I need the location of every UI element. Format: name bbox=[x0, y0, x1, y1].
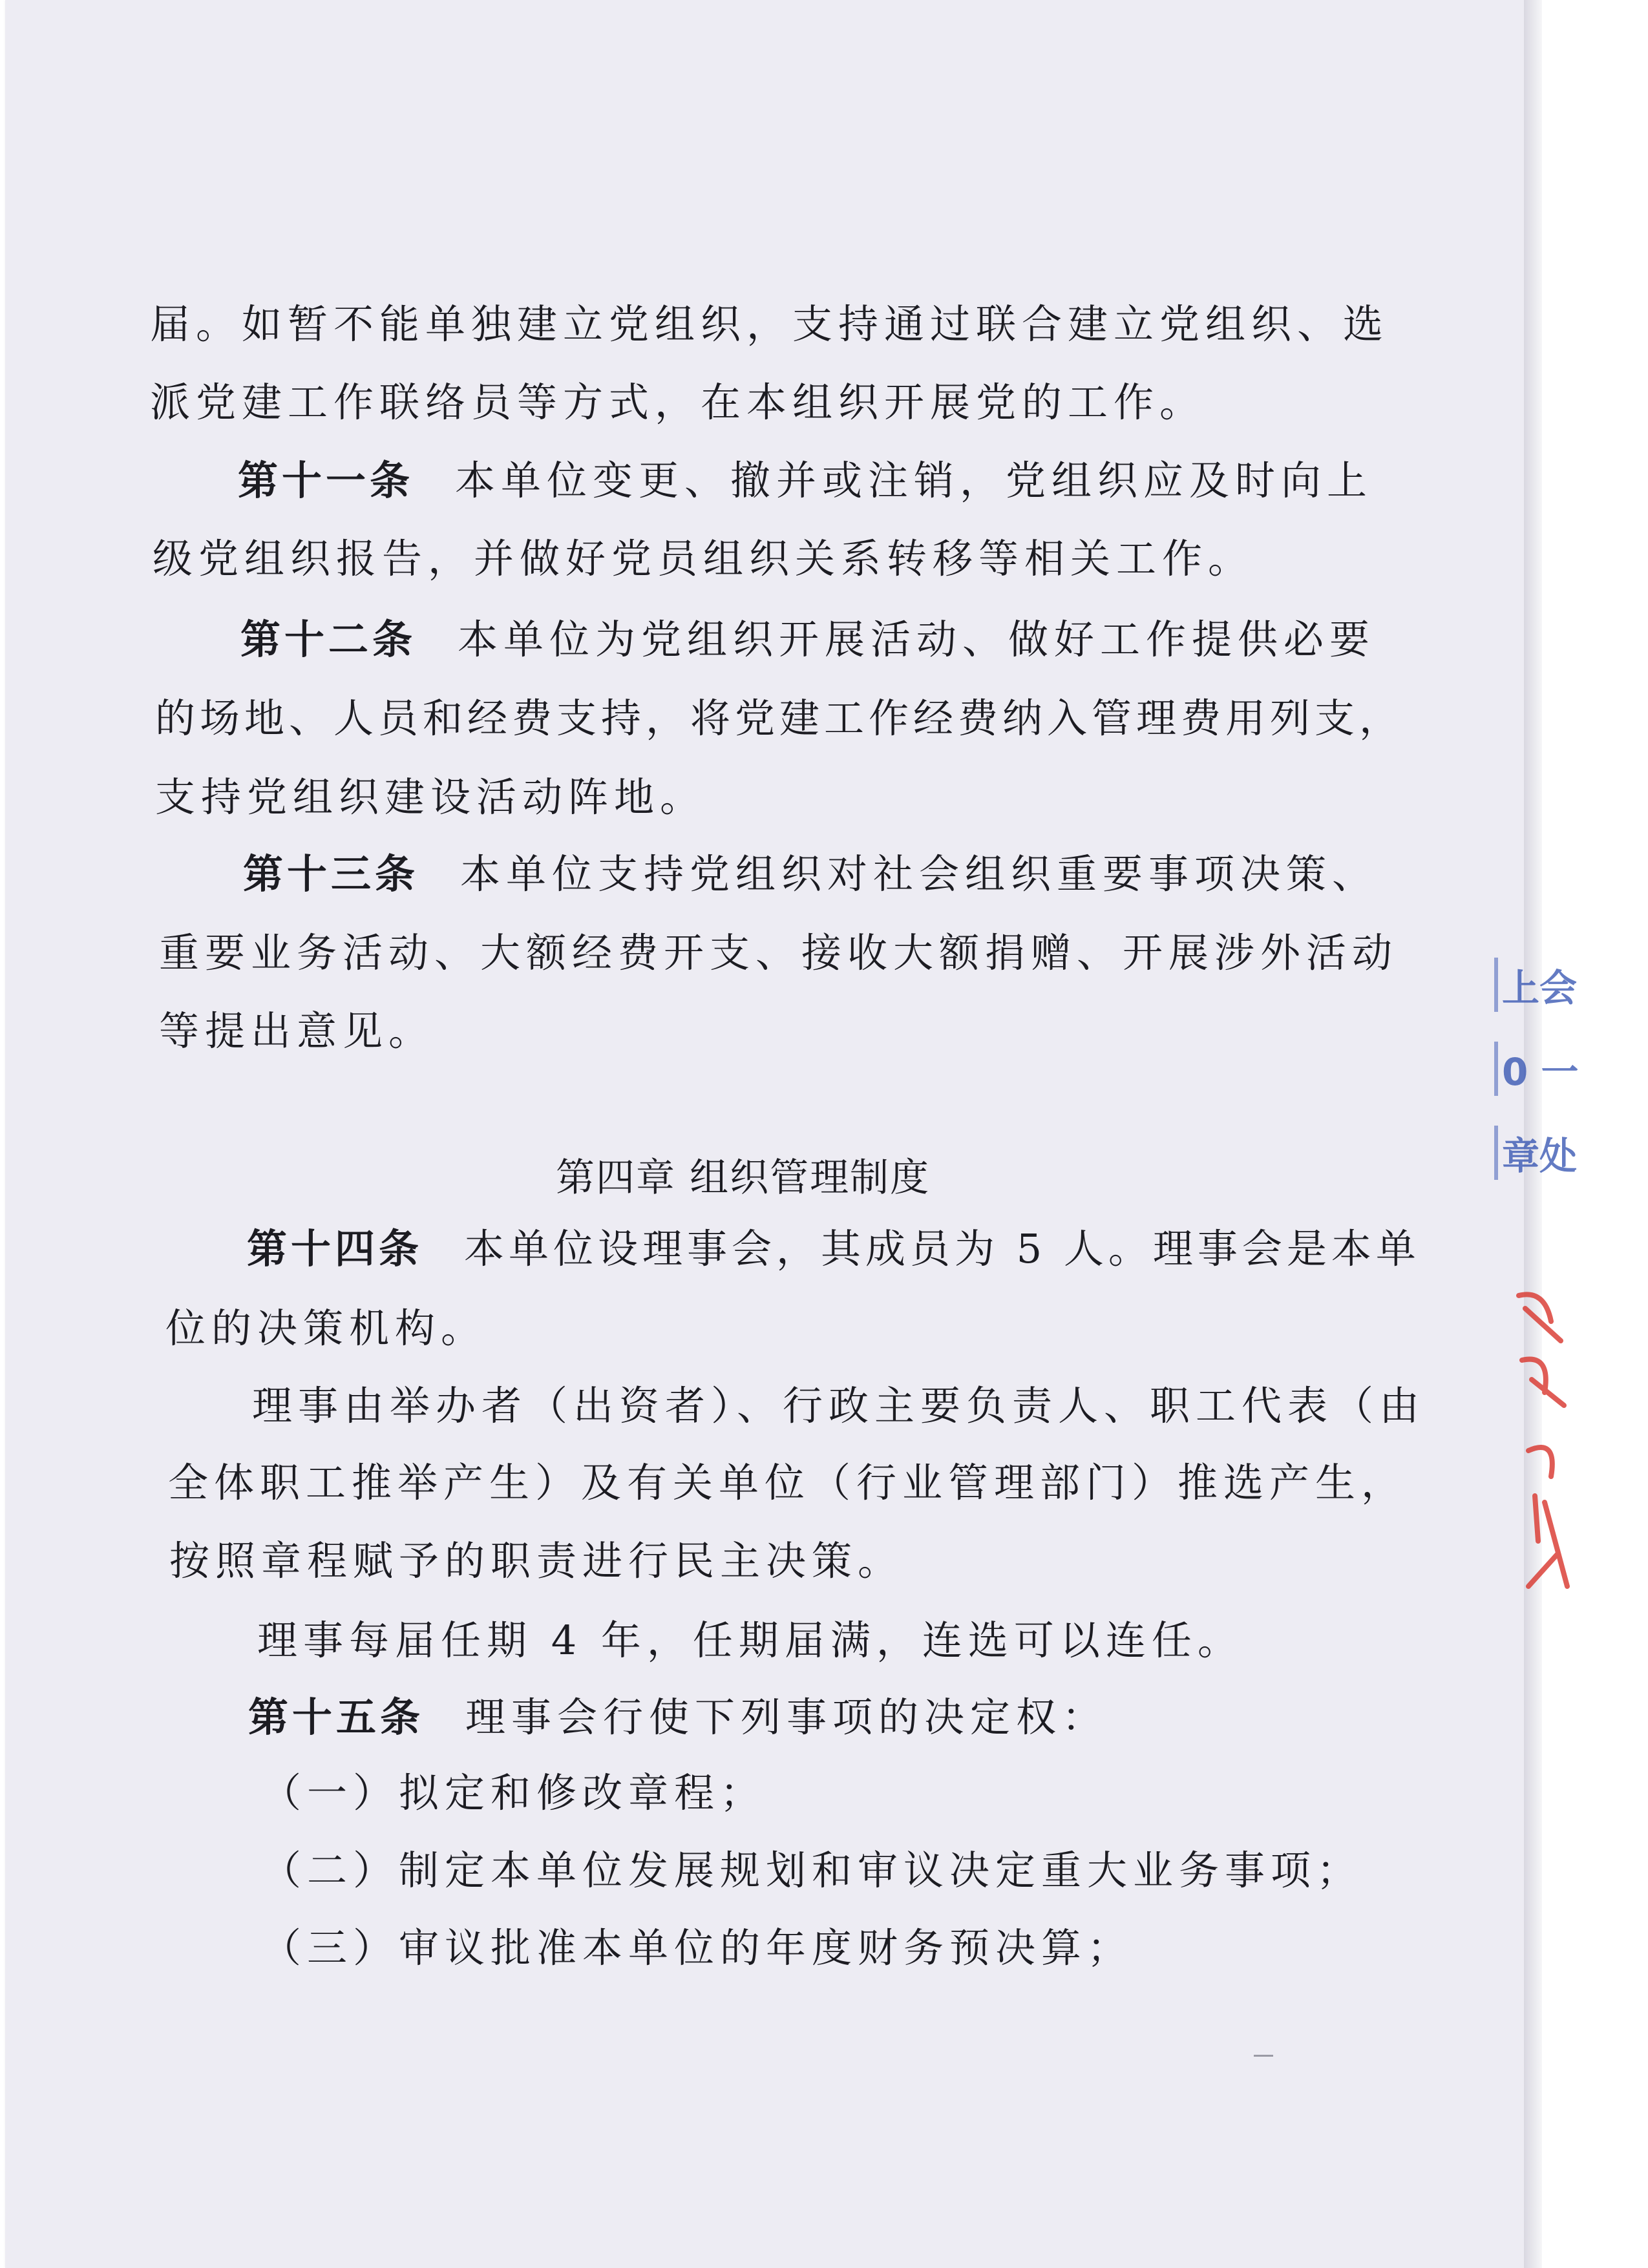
list-item bbox=[261, 1847, 1363, 1894]
text-line bbox=[252, 1382, 1426, 1429]
article-label: 第十三条 bbox=[243, 850, 419, 898]
line-text: 按照章程赋予的职责进行民主决策。 bbox=[169, 1537, 904, 1584]
line-text: 本单位支持党组织对社会组织重要事项决策、 bbox=[460, 850, 1379, 898]
line-text: （三）审议批准本单位的年度财务预决算； bbox=[261, 1924, 1134, 1971]
article-label: 第十四条 bbox=[247, 1225, 423, 1272]
article-line bbox=[248, 1694, 1108, 1741]
list-item bbox=[261, 1924, 1134, 1971]
line-text: 本单位为党组织开展活动、做好工作提供必要 bbox=[458, 616, 1376, 663]
list-item bbox=[261, 1769, 766, 1816]
line-text: 的场地、人员和经费支持，将党建工作经费纳入管理费用列支， bbox=[155, 695, 1404, 742]
seal-fragment: 章处 bbox=[1494, 1126, 1564, 1180]
article-line bbox=[238, 457, 1373, 504]
text-line bbox=[150, 300, 1389, 348]
line-text: （二）制定本单位发展规划和审议决定重大业务事项； bbox=[261, 1847, 1363, 1894]
text-line bbox=[155, 773, 706, 821]
line-text: 理事每届任期 4 年，任期届满，连选可以连任。 bbox=[257, 1617, 1243, 1664]
text-line bbox=[155, 695, 1404, 742]
line-text: 理事会行使下列事项的决定权： bbox=[465, 1694, 1108, 1741]
text-line bbox=[168, 1459, 1408, 1506]
article-label: 第十一条 bbox=[238, 457, 414, 504]
article-line bbox=[243, 850, 1379, 898]
text-line bbox=[169, 1537, 904, 1584]
line-text: 理事由举办者（出资者）、行政主要负责人、职工代表（由 bbox=[252, 1382, 1426, 1429]
line-text: 全体职工推举产生）及有关单位（行业管理部门）推选产生， bbox=[168, 1459, 1408, 1506]
page-mark bbox=[1254, 2055, 1273, 2057]
line-text: （一）拟定和修改章程； bbox=[261, 1769, 766, 1816]
line-text: 重要业务活动、大额经费开支、接收大额捐赠、开展涉外活动 bbox=[159, 929, 1399, 976]
article-label: 第十五条 bbox=[248, 1694, 425, 1741]
text-line bbox=[153, 535, 1254, 582]
article-line bbox=[240, 616, 1376, 663]
line-text: 本单位变更、撤并或注销，党组织应及时向上 bbox=[455, 457, 1373, 504]
line-text: 本单位设理事会，其成员为 5 人。理事会是本单 bbox=[464, 1225, 1421, 1272]
line-text: 届。如暂不能单独建立党组织，支持通过联合建立党组织、选 bbox=[150, 300, 1389, 348]
seal-fragment: 上会 bbox=[1494, 958, 1564, 1012]
seal-fragment: 0 一 bbox=[1494, 1042, 1564, 1096]
text-line bbox=[159, 1007, 435, 1055]
article-label: 第十二条 bbox=[240, 616, 417, 663]
line-text: 级党组织报告，并做好党员组织关系转移等相关工作。 bbox=[153, 535, 1254, 582]
line-text: 位的决策机构。 bbox=[165, 1305, 487, 1352]
article-line bbox=[247, 1225, 1421, 1272]
line-text: 支持党组织建设活动阵地。 bbox=[155, 773, 706, 821]
text-line bbox=[159, 929, 1399, 976]
chapter-heading: 第四章 组织管理制度 bbox=[556, 1155, 931, 1201]
line-text: 派党建工作联络员等方式，在本组织开展党的工作。 bbox=[150, 379, 1206, 426]
red-handwriting-mark bbox=[1506, 1283, 1577, 1619]
line-text: 等提出意见。 bbox=[159, 1007, 435, 1055]
text-line bbox=[257, 1617, 1243, 1664]
text-line bbox=[165, 1305, 487, 1352]
text-line bbox=[150, 379, 1206, 426]
